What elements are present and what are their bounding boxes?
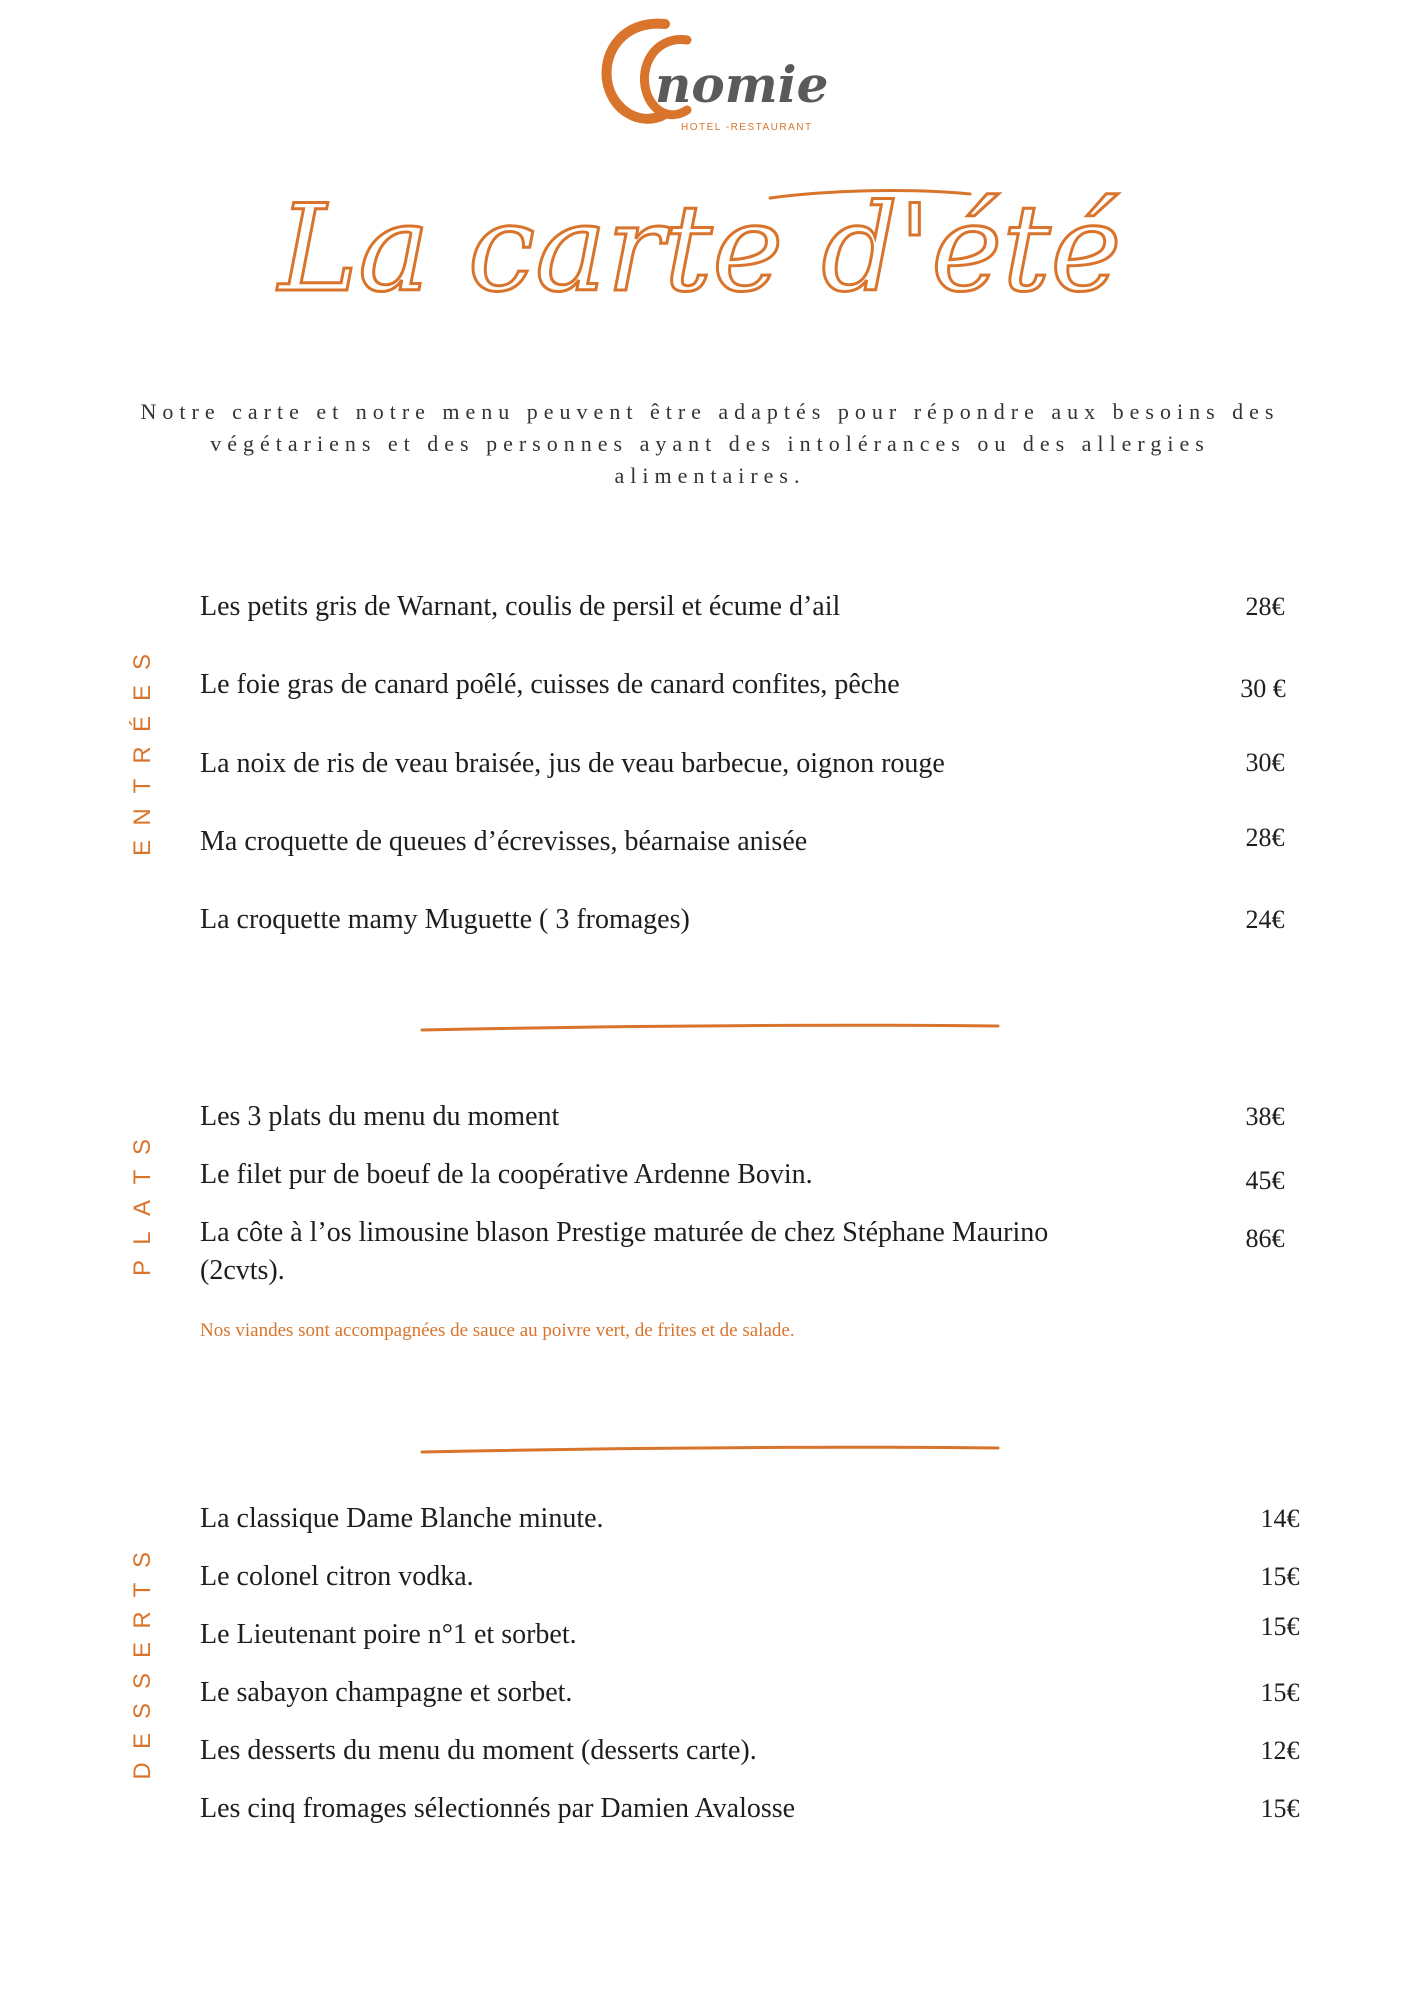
- section-label-letter: N: [129, 808, 156, 826]
- menu-item-name: Le foie gras de canard poêlé, cuisses de canard confites, pêche: [200, 669, 900, 700]
- menu-item-name: Les petits gris de Warnant, coulis de persil et écume d’ail: [200, 591, 841, 622]
- menu-item-price: 15€: [1260, 1612, 1300, 1641]
- menu-item-price: 28€: [1245, 823, 1285, 852]
- plats-note: Nos viandes sont accompagnées de sauce au poivre vert, de frites et de salade.: [200, 1320, 795, 1341]
- section-label-letter: E: [129, 1642, 156, 1659]
- section-label-entrees: [128, 650, 158, 860]
- menu-item-price: 30€: [1245, 748, 1285, 777]
- section-label-letter: T: [129, 1582, 156, 1598]
- menu-item-price: 15€: [1260, 1562, 1300, 1591]
- logo-name: nomie: [655, 55, 829, 114]
- section-label-letter: P: [129, 1260, 156, 1277]
- menu-title: [278, 140, 1122, 350]
- menu-item-price: 15€: [1260, 1794, 1300, 1823]
- menu-item-name: Ma croquette de queues d’écrevisses, béarnaise anisée: [200, 826, 808, 857]
- section-label-desserts: [128, 1548, 158, 1783]
- menu-item-price: 28€: [1245, 592, 1285, 621]
- section-label-letter: S: [129, 654, 156, 671]
- menu-item-name: La noix de ris de veau braisée, jus de veau barbecue, oignon rouge: [200, 748, 945, 779]
- section-label-letter: S: [129, 1139, 156, 1156]
- menu-item-name: Le sabayon champagne et sorbet.: [200, 1677, 573, 1708]
- section-label-letter: S: [129, 1552, 156, 1569]
- section-label-letter: É: [129, 716, 156, 733]
- section-label-letter: T: [129, 1169, 156, 1185]
- menu-item-name: La croquette mamy Muguette ( 3 fromages): [200, 904, 690, 935]
- menu-item-name: La côte à l’os limousine blason Prestige maturée de chez Stéphane Maurino (2cvts).: [200, 1217, 1049, 1286]
- section-label-letter: A: [129, 1199, 156, 1216]
- section-label-letter: L: [129, 1231, 156, 1245]
- menu-item-price: 38€: [1245, 1102, 1285, 1131]
- section-divider: [420, 1440, 1000, 1460]
- menu-item-name: Le colonel citron vodka.: [200, 1561, 474, 1592]
- section-label-letter: E: [129, 840, 156, 857]
- menu-item-name: Les 3 plats du menu du moment: [200, 1101, 560, 1132]
- menu-item-price: 15€: [1260, 1678, 1300, 1707]
- menu-item-price: 12€: [1260, 1736, 1300, 1765]
- menu-item-name: Le Lieutenant poire n°1 et sorbet.: [200, 1619, 577, 1650]
- logo-subtitle: HOTEL -RESTAURANT: [681, 122, 813, 133]
- section-label-letter: T: [129, 778, 156, 794]
- menu-item-price: 86€: [1245, 1224, 1285, 1253]
- menu-item-price: 45€: [1245, 1166, 1285, 1195]
- section-divider: [420, 1018, 1000, 1038]
- menu-item-name: Les desserts du menu du moment (desserts carte).: [200, 1735, 757, 1766]
- section-label-letter: R: [129, 746, 156, 764]
- dietary-note: Notre carte et notre menu peuvent être adaptés pour répondre aux besoins des végétariens et des personnes ayant des intolérances ou des allergies alimentaires.: [140, 399, 1280, 488]
- section-label-plats: [128, 1135, 158, 1280]
- menu-item-price: 14€: [1260, 1504, 1300, 1533]
- section-label-letter: S: [129, 1672, 156, 1689]
- section-label-letter: S: [129, 1702, 156, 1719]
- menu-item-name: La classique Dame Blanche minute.: [200, 1503, 604, 1534]
- menu-item-name: Le filet pur de boeuf de la coopérative Ardenne Bovin.: [200, 1159, 813, 1190]
- menu-title-text: La carte d'été: [278, 180, 1122, 319]
- menu-item-price: 24€: [1245, 905, 1285, 934]
- restaurant-logo: [595, 10, 829, 140]
- menu-item-price: 30 €: [1240, 674, 1286, 703]
- section-label-letter: D: [129, 1762, 156, 1780]
- section-label-letter: E: [129, 1732, 156, 1749]
- section-label-letter: E: [129, 685, 156, 702]
- menu-item-name: Les cinq fromages sélectionnés par Damien Avalosse: [200, 1793, 796, 1824]
- section-label-letter: R: [129, 1611, 156, 1629]
